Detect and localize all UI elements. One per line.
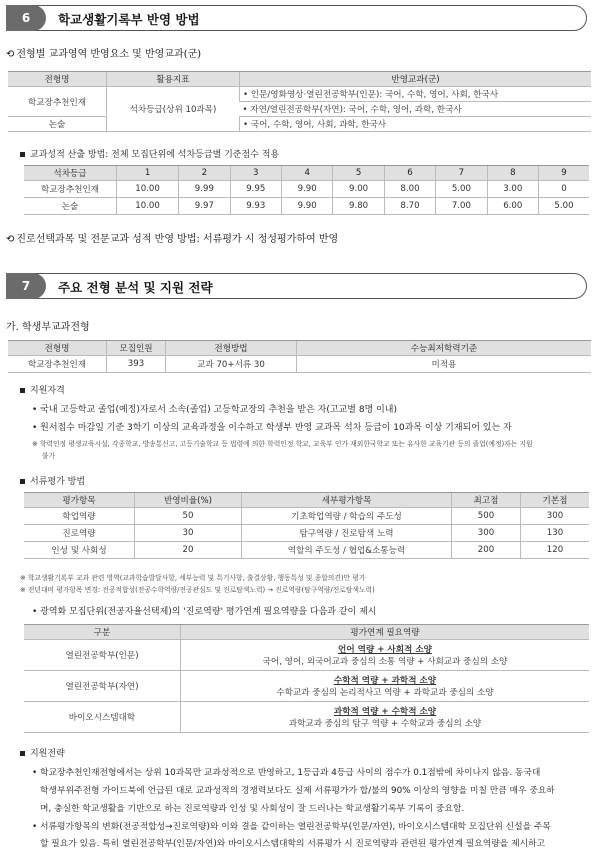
strategy-line-3: 며, 충실한 학교생활을 기반으로 하는 진로역량과 인성 및 사회성이 잘 드러나는 학교생활기록부 기록이 중요함. xyxy=(40,804,465,814)
r1-v9: 0 xyxy=(539,181,590,198)
square-bullet-icon xyxy=(20,479,25,484)
eval-r1-max: 500 xyxy=(452,508,521,525)
bullet-strategy xyxy=(20,746,65,759)
bullet-eligibility-text: 지원자격 xyxy=(30,386,65,396)
cell-subjects-1b: • 자연/열린전공학부(자연): 국어, 수학, 영어, 과학, 한국사 xyxy=(240,102,592,117)
strategy-line-1: • 학교장추천인재전형에서는 상위 10과목만 교과성적으로 반영하고, 1등급과 4등급 사이의 점수가 0.1점밖에 차이나지 않음. 동국대 xyxy=(32,768,541,778)
bullet-strategy-text: 지원전략 xyxy=(30,749,65,759)
comp-r2-key: 열린전공학부(자연) xyxy=(24,671,181,702)
eval-r1-ratio: 50 xyxy=(135,508,242,525)
eval-r2-detail: 탐구역량 / 진로탐색 노력 xyxy=(242,525,452,542)
r1-label: 학교장추천인재 xyxy=(24,181,117,198)
th-subjects: 반영교과(군) xyxy=(240,72,592,87)
th-eval-ratio: 반영비율(%) xyxy=(135,493,242,508)
return-arrow-icon: ⟲ xyxy=(6,234,15,245)
comp-r1-val xyxy=(181,640,590,671)
comp-r3-desc: 과학교과 중심의 탐구 역량 + 수학교과 중심의 소양 xyxy=(288,719,482,729)
r1-v4: 9.90 xyxy=(281,181,332,198)
eval-r2-item: 진로역량 xyxy=(24,525,135,542)
cell-index: 석차등급(상위 10과목) xyxy=(107,87,240,132)
th-g1: 1 xyxy=(117,166,179,181)
th-eval-max: 최고점 xyxy=(452,493,521,508)
comp-r2-desc: 수학교과 중심의 논리적사고 역량 + 과학교과 중심의 소양 xyxy=(276,688,494,698)
r1-v2: 9.99 xyxy=(179,181,230,198)
comp-r2-head: 수학적 역량 + 과학적 소양 xyxy=(333,676,437,686)
r2-v6: 8.70 xyxy=(384,198,435,215)
comp-r2-val xyxy=(181,671,590,702)
strategy-line-4: • 서류평가항목의 변화(전공적합성→진로역량)와 이와 결을 같이하는 열린전공학부(인문/자연), 바이오시스템대학 모집단위 신설을 주목 xyxy=(32,822,551,832)
cell-name-2: 논술 xyxy=(8,117,107,132)
comp-r3-head: 과학적 역량 + 수학적 소양 xyxy=(333,707,437,717)
th-eval-detail: 세부평가항목 xyxy=(242,493,452,508)
comp-r1-head: 언어 역량 + 사회적 소양 xyxy=(338,645,432,655)
cell-subjects-2: • 국어, 수학, 영어, 사회, 과학, 한국사 xyxy=(240,117,592,132)
r1-v1: 10.00 xyxy=(117,181,179,198)
subheading-gyogwa: 가. 학생부교과전형 xyxy=(6,322,90,333)
th-g4: 4 xyxy=(281,166,332,181)
th-g3: 3 xyxy=(230,166,281,181)
cell-subjects-1a: • 인문/영화영상·열린전공학부(인문): 국어, 수학, 영어, 사회, 한국사 xyxy=(240,87,592,102)
r1-v7: 5.00 xyxy=(436,181,487,198)
adm-method: 교과 70+서류 30 xyxy=(166,356,297,373)
eligibility-1: • 국내 고등학교 졸업(예정)자로서 소속(졸업) 고등학교장의 추천을 받은 자(고교별 8명 이내) xyxy=(32,405,398,415)
section-7-title: 주요 전형 분석 및 지원 전략 xyxy=(58,280,213,295)
eligibility-2: • 원서접수 마감일 기준 3학기 이상의 교육과정을 이수하고 학생부 반영 교과목 석차 등급이 10과목 이상 기재되어 있는 자 xyxy=(32,423,512,433)
th-g6: 6 xyxy=(384,166,435,181)
admission-table xyxy=(8,340,591,373)
th-comp-need: 평가연계 필요역량 xyxy=(181,625,590,640)
competency-intro: • 광역화 모집단위(전공자율선택제)의 '진로역량' 평가연계 필요역량을 다음과 같이 제시 xyxy=(32,607,377,617)
competency-table xyxy=(24,624,589,733)
r2-v8: 6.00 xyxy=(487,198,538,215)
subheading-career-text: 진로선택과목 및 전문교과 성적 반영 방법: 서류평가 시 정성평가하여 반영 xyxy=(16,234,339,245)
r2-v9: 5.00 xyxy=(539,198,590,215)
section-6-header xyxy=(6,5,587,31)
section-7-header xyxy=(6,273,587,299)
adm-name: 학교장추천인재 xyxy=(8,356,107,373)
r2-v4: 9.90 xyxy=(281,198,332,215)
r1-v5: 9.00 xyxy=(333,181,384,198)
subjects-table xyxy=(8,71,591,132)
th-adm-min: 수능최저학력기준 xyxy=(297,341,592,356)
r2-v3: 9.93 xyxy=(230,198,281,215)
adm-count: 393 xyxy=(107,356,166,373)
comp-r1-key: 열린전공학부(인문) xyxy=(24,640,181,671)
subheading-subjects-text: 전형별 교과영역 반영요소 및 반영교과(군) xyxy=(16,49,202,60)
cell-name-1: 학교장추천인재 xyxy=(8,87,107,117)
section-6-title: 학교생활기록부 반영 방법 xyxy=(58,12,200,27)
th-index: 활용지표 xyxy=(107,72,240,87)
eval-r2-base: 130 xyxy=(521,525,590,542)
grade-score-table xyxy=(24,165,589,215)
eval-r1-base: 300 xyxy=(521,508,590,525)
comp-r3-key: 바이오시스템대학 xyxy=(24,702,181,733)
eval-r2-max: 300 xyxy=(452,525,521,542)
th-grade: 석차등급 xyxy=(24,166,117,181)
bullet-doc-eval-text: 서류평가 방법 xyxy=(30,477,86,487)
eval-r2-ratio: 30 xyxy=(135,525,242,542)
r1-v6: 8.00 xyxy=(384,181,435,198)
eval-r3-base: 120 xyxy=(521,542,590,559)
section-7-number: 7 xyxy=(6,273,46,299)
subheading-career xyxy=(6,230,338,245)
bullet-doc-eval xyxy=(20,474,85,487)
r2-label: 논술 xyxy=(24,198,117,215)
th-adm-method: 전형방법 xyxy=(166,341,297,356)
r1-v8: 3.00 xyxy=(487,181,538,198)
doc-eval-note-2: ※ 전년대비 평가항목 변경: 전공적합성(전공수학역량/전공관심도 및 진로탐색노력) → 진로역량(탐구역량/진로탐색노력) xyxy=(20,586,375,594)
th-comp-type: 구분 xyxy=(24,625,181,640)
eval-r1-detail: 기초학업역량 / 학습의 주도성 xyxy=(242,508,452,525)
th-g2: 2 xyxy=(179,166,230,181)
r1-v3: 9.95 xyxy=(230,181,281,198)
th-eval-base: 기본점 xyxy=(521,493,590,508)
th-adm-name: 전형명 xyxy=(8,341,107,356)
strategy-line-2: 학생부위주전형 가이드북에 언급된 대로 교과성적의 경쟁력보다도 실제 서류평가가 합/불의 90% 이상의 영향을 미칠 만큼 매우 중요하 xyxy=(40,786,555,796)
th-g9: 9 xyxy=(539,166,590,181)
square-bullet-icon xyxy=(20,152,25,157)
r2-v2: 9.97 xyxy=(179,198,230,215)
section-6-number: 6 xyxy=(6,5,46,31)
th-g7: 7 xyxy=(436,166,487,181)
r2-v1: 10.00 xyxy=(117,198,179,215)
bullet-grade-method xyxy=(20,147,279,160)
square-bullet-icon xyxy=(20,751,25,756)
comp-r1-desc: 국어, 영어, 외국어교과 중심의 소통 역량 + 사회교과 중심의 소양 xyxy=(262,657,508,667)
th-g5: 5 xyxy=(333,166,384,181)
eval-r3-max: 200 xyxy=(452,542,521,559)
r2-v5: 9.80 xyxy=(333,198,384,215)
th-name: 전형명 xyxy=(8,72,107,87)
adm-min: 미적용 xyxy=(297,356,592,373)
bullet-eligibility xyxy=(20,383,65,396)
eligibility-note-1: ※ 학력인정 평생교육시설, 각종학교, 방송통신고, 고등기술학교 등 법령에 의한 학력인정 학교, 교육부 인가 재외한국학교 또는 유사한 교육기관 등의 졸업(예정)자는 지원 xyxy=(32,440,533,448)
doc-eval-table xyxy=(24,492,589,559)
subheading-subjects xyxy=(6,45,201,60)
eval-r3-item: 인성 및 사회성 xyxy=(24,542,135,559)
comp-r3-val xyxy=(181,702,590,733)
square-bullet-icon xyxy=(20,388,25,393)
th-eval-item: 평가항목 xyxy=(24,493,135,508)
bullet-grade-method-text: 교과성적 산출 방법: 전체 모집단위에 석차등급별 기준점수 적용 xyxy=(30,150,280,160)
doc-eval-note-1: ※ 학교생활기록부 교과 관련 영역(교과학습발달사항, 세부능력 및 특기사항, 출결상황, 행동특성 및 종합의견)만 평가 xyxy=(20,574,366,582)
th-g8: 8 xyxy=(487,166,538,181)
return-arrow-icon: ⟲ xyxy=(6,49,15,60)
eligibility-note-2: 불가 xyxy=(42,452,56,460)
eval-r3-ratio: 20 xyxy=(135,542,242,559)
r2-v7: 7.00 xyxy=(436,198,487,215)
th-adm-count: 모집인원 xyxy=(107,341,166,356)
eval-r3-detail: 역할의 주도성 / 협업&소통능력 xyxy=(242,542,452,559)
strategy-line-5: 할 필요가 있음. 특히 열린전공학부(인문/자연)와 바이오시스템대학의 서류평가 시 진로역량과 관련된 평가연계 필요역량을 제시하고 xyxy=(40,839,546,849)
eval-r1-item: 학업역량 xyxy=(24,508,135,525)
